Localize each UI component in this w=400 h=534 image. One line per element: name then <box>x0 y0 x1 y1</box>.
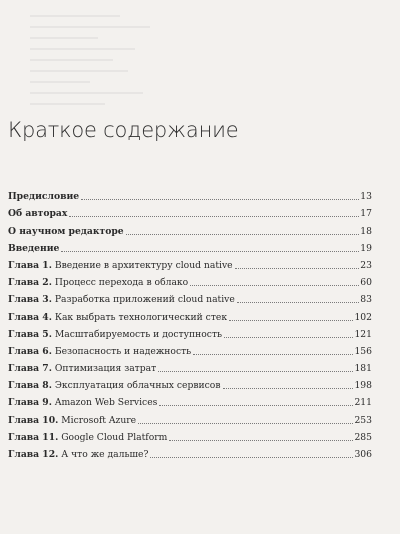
toc-entry-label: Об авторах <box>8 208 68 220</box>
chapter-title: Как выбрать технологический стек <box>54 311 228 323</box>
dot-leader <box>223 387 354 389</box>
chapter-entry <box>8 408 372 425</box>
toc-entry <box>8 185 372 202</box>
chapter-title: Разработка приложений cloud native <box>54 294 235 306</box>
dot-leader <box>229 319 353 321</box>
show-through-marks <box>30 6 180 116</box>
chapter-number: Глава 10. <box>8 414 59 426</box>
toc-entry-page: 13 <box>360 191 372 203</box>
toc-entry-page: 18 <box>360 225 372 237</box>
chapter-title: Microsoft Azure <box>61 414 137 426</box>
chapter-page: 102 <box>354 311 372 323</box>
chapter-page: 253 <box>354 414 372 426</box>
toc-entry-page: 19 <box>360 242 372 254</box>
dot-leader <box>224 336 353 338</box>
chapter-number: Глава 4. <box>8 311 52 323</box>
chapter-title: Google Cloud Platform <box>61 431 168 443</box>
chapter-entry <box>8 288 372 305</box>
chapter-title: Масштабируемость и доступность <box>54 328 223 340</box>
toc-entry-label: Предисловие <box>8 191 80 203</box>
chapter-entry <box>8 305 372 322</box>
dot-leader <box>193 353 353 355</box>
toc-entry <box>8 237 372 254</box>
dot-leader <box>126 233 360 235</box>
dot-leader <box>150 456 353 458</box>
front-matter-list <box>8 185 372 254</box>
chapter-number: Глава 7. <box>8 363 52 375</box>
chapter-entry <box>8 254 372 271</box>
chapter-number: Глава 8. <box>8 380 52 392</box>
chapter-page: 181 <box>354 363 372 375</box>
chapter-title: Эксплуатация облачных сервисов <box>54 380 221 392</box>
dot-leader <box>190 284 359 286</box>
dot-leader <box>61 250 359 252</box>
toc-entry-label: О научном редакторе <box>8 225 124 237</box>
dot-leader <box>169 439 353 441</box>
chapter-page: 60 <box>360 277 372 289</box>
chapter-entry <box>8 323 372 340</box>
chapter-entry <box>8 426 372 443</box>
chapter-page: 83 <box>360 294 372 306</box>
dot-leader <box>138 422 353 424</box>
chapter-entry <box>8 374 372 391</box>
dot-leader <box>237 301 359 303</box>
dot-leader <box>158 370 353 372</box>
chapter-page: 306 <box>354 449 372 460</box>
chapter-title: Процесс перехода в облако <box>54 277 189 289</box>
chapter-number: Глава 9. <box>8 397 52 409</box>
chapter-page: 285 <box>354 431 372 443</box>
chapter-page: 211 <box>354 397 372 409</box>
chapter-number: Глава 11. <box>8 431 59 443</box>
dot-leader <box>69 215 359 217</box>
chapter-title: Оптимизация затрат <box>54 363 157 375</box>
chapter-number: Глава 6. <box>8 345 52 357</box>
chapter-entry <box>8 391 372 408</box>
table-of-contents <box>8 185 372 460</box>
chapter-number: Глава 3. <box>8 294 52 306</box>
chapter-number: Глава 2. <box>8 277 52 289</box>
chapter-number: Глава 5. <box>8 328 52 340</box>
toc-entry-page: 17 <box>360 208 372 220</box>
chapter-entry <box>8 357 372 374</box>
chapter-title: Amazon Web Services <box>54 397 158 409</box>
chapter-page: 156 <box>354 345 372 357</box>
chapter-title: Введение в архитектуру cloud native <box>54 259 233 271</box>
page-title: Краткое содержание <box>8 118 239 142</box>
chapter-title: А что же дальше? <box>61 449 149 460</box>
chapter-page: 121 <box>354 328 372 340</box>
toc-entry-label: Введение <box>8 242 60 254</box>
dot-leader <box>81 198 359 200</box>
chapter-number: Глава 12. <box>8 449 59 460</box>
dot-leader <box>159 404 353 406</box>
chapter-list <box>8 254 372 460</box>
toc-entry <box>8 219 372 236</box>
chapter-number: Глава 1. <box>8 259 52 271</box>
chapter-entry <box>8 443 372 460</box>
chapter-entry <box>8 340 372 357</box>
dot-leader <box>235 267 360 269</box>
chapter-page: 23 <box>360 259 372 271</box>
toc-entry <box>8 202 372 219</box>
chapter-title: Безопасность и надежность <box>54 345 192 357</box>
chapter-entry <box>8 271 372 288</box>
chapter-page: 198 <box>354 380 372 392</box>
